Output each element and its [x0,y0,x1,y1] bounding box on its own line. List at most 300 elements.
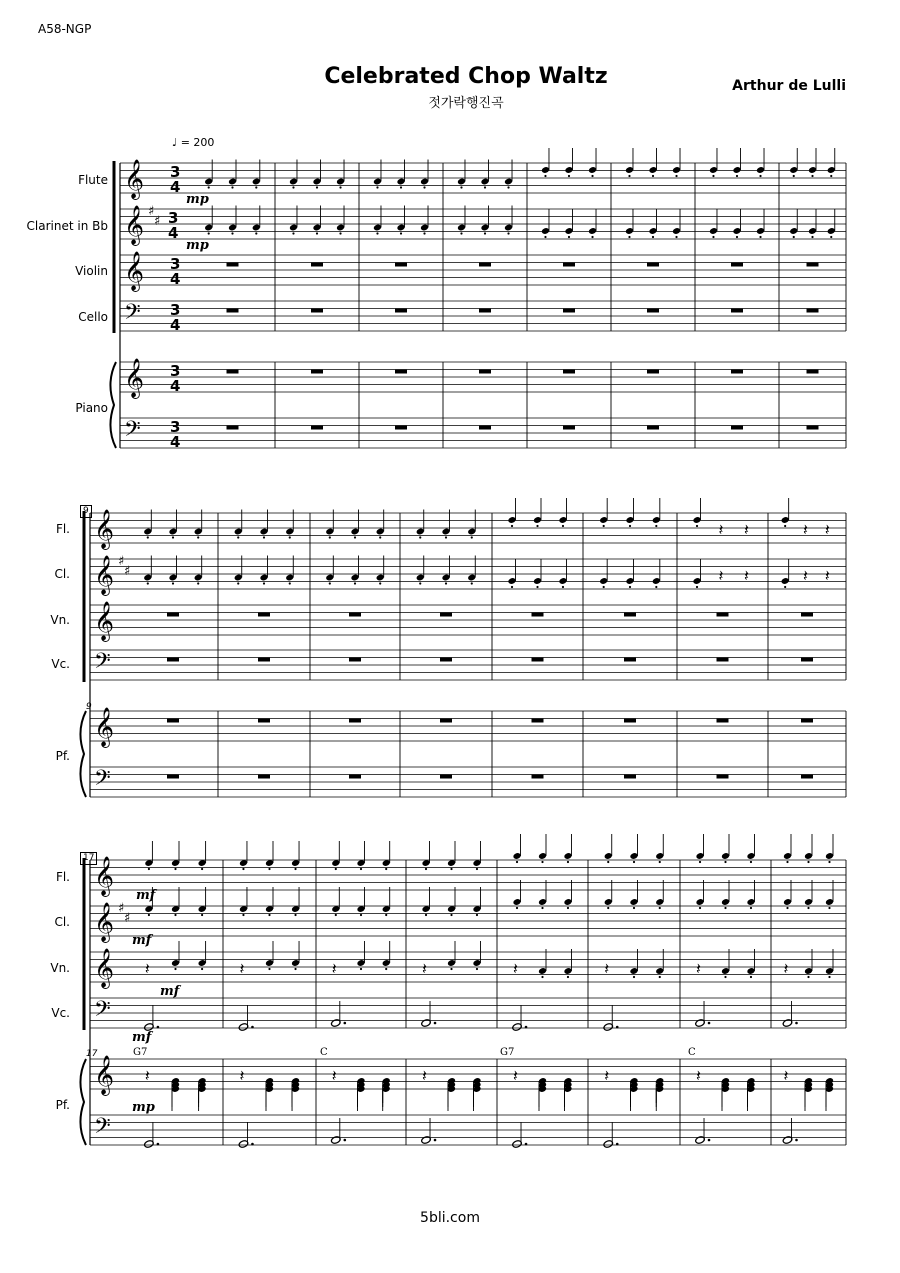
staccato-dot [425,868,427,870]
staccato-dot [562,586,564,588]
staccato-dot [379,582,381,584]
whole-rest [717,719,729,723]
whole-rest [258,775,270,779]
staccato-dot [484,186,486,188]
whole-rest [479,309,491,313]
staccato-dot [419,582,421,584]
quarter-rest: 𝄽 [144,959,150,978]
quarter-rest: 𝄽 [331,1066,337,1085]
staccato-dot [316,232,318,234]
staccato-dot [289,536,291,538]
treble-clef: 𝄞 [124,159,145,199]
staccato-dot [460,232,462,234]
augmentation-dot [157,1026,160,1029]
whole-rest [349,613,361,617]
staccato-dot [696,525,698,527]
staccato-dot [793,175,795,177]
staccato-dot [591,175,593,177]
staccato-dot [197,582,199,584]
staccato-dot [263,536,265,538]
quarter-rest: 𝄽 [144,1066,150,1085]
whole-rest [563,370,575,374]
staccato-dot [445,536,447,538]
augmentation-dot [795,1139,798,1142]
whole-rest [349,658,361,662]
chord-symbol: G7 [500,1047,515,1058]
treble-clef: 𝄞 [124,358,145,398]
staccato-dot [724,907,726,909]
staccato-dot [294,914,296,916]
whole-rest [227,309,239,313]
staccato-dot [759,236,761,238]
staccato-dot [445,582,447,584]
staccato-dot [828,861,830,863]
whole-rest [479,370,491,374]
whole-rest [532,719,544,723]
staccato-dot [255,186,257,188]
whole-rest [167,613,179,617]
staccato-dot [289,582,291,584]
staccato-dot [712,175,714,177]
staccato-dot [148,914,150,916]
staccato-dot [385,968,387,970]
staccato-dot [511,586,513,588]
staccato-dot [148,868,150,870]
piano-brace [80,711,86,797]
staccato-dot [147,536,149,538]
augmentation-dot [795,1022,798,1025]
whole-rest [227,426,239,430]
whole-rest [731,309,743,313]
dynamic-mf: mf [132,1030,152,1045]
quarter-rest: 𝄽 [513,1066,518,1085]
staccato-dot [712,236,714,238]
staccato-dot [360,968,362,970]
staccato-dot [828,907,830,909]
augmentation-dot [251,1143,254,1146]
instrument-abbr-clarinet: Cl. [54,915,70,929]
whole-rest [563,309,575,313]
treble-clef: 𝄞 [124,251,145,291]
staccato-dot [629,586,631,588]
staccato-dot [568,175,570,177]
staccato-dot [628,236,630,238]
staccato-dot [316,186,318,188]
whole-rest [801,775,813,779]
staccato-dot [292,232,294,234]
staccato-dot [423,186,425,188]
quarter-rest: 𝄽 [783,1066,789,1085]
staccato-dot [629,525,631,527]
staccato-dot [541,976,543,978]
staccato-dot [360,868,362,870]
instrument-abbr-flute: Fl. [55,870,70,884]
quarter-rest: 𝄽 [803,520,808,539]
staccato-dot [329,582,331,584]
quarter-rest: 𝄽 [422,1066,427,1085]
augmentation-dot [251,1026,254,1029]
quarter-rest: 𝄽 [604,959,610,978]
quarter-rest: 𝄽 [783,959,789,978]
staccato-dot [633,907,635,909]
augmentation-dot [434,1022,437,1025]
staccato-dot [450,868,452,870]
whole-rest [807,370,819,374]
staccato-dot [231,232,233,234]
staccato-dot [567,907,569,909]
staccato-dot [379,536,381,538]
staccato-dot [263,582,265,584]
bass-clef: 𝄢 [94,766,111,796]
staccato-dot [516,861,518,863]
whole-rest [227,370,239,374]
staccato-dot [568,236,570,238]
whole-rest [258,613,270,617]
staccato-dot [536,525,538,527]
time-signature-top: 3 [168,209,179,227]
whole-rest [167,658,179,662]
instrument-abbr-flute: Fl. [55,522,70,536]
staccato-dot [423,232,425,234]
staccato-dot [385,914,387,916]
staccato-dot [476,914,478,916]
staccato-dot [567,861,569,863]
treble-clef: 𝄞 [94,555,115,595]
whole-rest [311,370,323,374]
score-subtitle: 젓가락행진곡 [428,96,504,111]
staccato-dot [471,582,473,584]
treble-clef: 𝄞 [124,205,145,245]
treble-clef: 𝄞 [94,948,115,988]
instrument-abbr-cello: Vc. [51,1006,70,1020]
staccato-dot [544,175,546,177]
treble-clef: 𝄞 [94,1055,115,1095]
staccato-dot [724,861,726,863]
piano-brace [80,1059,86,1145]
whole-rest [563,426,575,430]
sharp-sign: ♯ [124,564,131,579]
staccato-dot [460,186,462,188]
bass-clef: 𝄢 [124,417,141,447]
staccato-dot [659,861,661,863]
whole-rest [440,613,452,617]
quarter-rest: 𝄽 [824,566,830,585]
staccato-dot [255,232,257,234]
staccato-dot [633,861,635,863]
whole-rest [807,309,819,313]
staccato-dot [699,907,701,909]
instrument-name-clarinet: Clarinet in Bb [26,219,108,233]
staccato-dot [400,186,402,188]
instrument-abbr-clarinet: Cl. [54,567,70,581]
time-signature-top: 3 [170,301,181,319]
piano-brace [110,362,116,448]
staccato-dot [750,976,752,978]
staccato-dot [339,232,341,234]
staccato-dot [242,868,244,870]
staccato-dot [354,582,356,584]
instrument-name-cello: Cello [78,310,108,324]
whole-rest [532,775,544,779]
time-signature-bottom: 4 [170,433,181,451]
whole-rest [440,719,452,723]
whole-rest [479,426,491,430]
quarter-rest: 𝄽 [718,566,724,585]
whole-rest [440,658,452,662]
quarter-rest: 𝄽 [743,566,749,585]
dynamic-mp: mp [186,238,209,253]
whole-rest [731,426,743,430]
whole-rest [731,370,743,374]
whole-rest [717,658,729,662]
whole-rest [395,370,407,374]
quarter-rest: 𝄽 [803,566,808,585]
quarter-rest: 𝄽 [696,1066,701,1085]
augmentation-dot [344,1139,347,1142]
whole-rest [647,309,659,313]
staccato-dot [655,586,657,588]
staccato-dot [268,868,270,870]
staccato-dot [268,914,270,916]
sharp-sign: ♯ [118,554,125,569]
staccato-dot [268,968,270,970]
staccato-dot [292,186,294,188]
whole-rest [624,775,636,779]
time-signature-bottom: 4 [170,377,181,395]
dynamic-mp: mp [186,192,209,207]
staccato-dot [736,175,738,177]
whole-rest [395,263,407,267]
staccato-dot [793,236,795,238]
staccato-dot [699,861,701,863]
whole-rest [731,263,743,267]
staccato-dot [294,868,296,870]
staccato-dot [335,868,337,870]
staccato-dot [750,861,752,863]
staccato-dot [562,525,564,527]
staccato-dot [174,968,176,970]
time-signature-top: 3 [170,418,181,436]
sharp-sign: ♯ [118,901,125,916]
document-code: A58-NGP [38,22,92,36]
chord-symbol: C [320,1047,328,1058]
augmentation-dot [525,1026,528,1029]
treble-clef: 𝄞 [94,707,115,747]
staccato-dot [675,175,677,177]
staccato-dot [652,236,654,238]
whole-rest [258,658,270,662]
staccato-dot [376,186,378,188]
whole-rest [349,775,361,779]
measure-number-box: 9 [80,505,92,518]
whole-rest [647,263,659,267]
augmentation-dot [708,1139,711,1142]
footer-site: 5bli.com [420,1210,480,1226]
quarter-rest: 𝄽 [718,520,724,539]
staccato-dot [607,907,609,909]
staccato-dot [724,976,726,978]
whole-rest [311,263,323,267]
staccato-dot [242,914,244,916]
whole-rest [647,370,659,374]
staccato-dot [811,236,813,238]
bass-clef: 𝄢 [94,1114,111,1144]
dynamic-mp: mp [132,1100,155,1115]
whole-rest [311,426,323,430]
staccato-dot [201,968,203,970]
quarter-rest: 𝄽 [422,959,427,978]
dynamic-mf: mf [136,888,156,903]
staccato-dot [339,186,341,188]
whole-rest [624,719,636,723]
measure-number: 9 [86,702,92,712]
time-signature-bottom: 4 [170,316,181,334]
bass-clef: 𝄢 [94,997,111,1027]
staccato-dot [335,914,337,916]
staccato-dot [516,907,518,909]
staccato-dot [659,976,661,978]
whole-rest [624,613,636,617]
whole-rest [717,775,729,779]
staccato-dot [471,536,473,538]
whole-rest [624,658,636,662]
staccato-dot [419,536,421,538]
whole-rest [532,658,544,662]
time-signature-bottom: 4 [168,224,179,242]
instrument-abbr-piano: Pf. [55,749,70,763]
staccato-dot [511,525,513,527]
staccato-dot [201,868,203,870]
whole-rest [258,719,270,723]
staccato-dot [201,914,203,916]
time-signature-top: 3 [170,362,181,380]
staccato-dot [541,907,543,909]
staccato-dot [450,968,452,970]
augmentation-dot [344,1022,347,1025]
whole-rest [395,426,407,430]
staccato-dot [174,914,176,916]
staccato-dot [784,586,786,588]
whole-rest [717,613,729,617]
quarter-rest: 𝄽 [743,520,749,539]
quarter-rest: 𝄽 [239,1066,245,1085]
staccato-dot [476,868,478,870]
staccato-dot [541,861,543,863]
staccato-dot [197,536,199,538]
bass-clef: 𝄢 [124,300,141,330]
chord-symbol: G7 [133,1047,148,1058]
staccato-dot [172,582,174,584]
staccato-dot [208,186,210,188]
staccato-dot [786,861,788,863]
score-title: Celebrated Chop Waltz [324,64,608,89]
whole-rest [807,426,819,430]
quarter-rest: 𝄽 [824,520,830,539]
staccato-dot [507,232,509,234]
tempo-value: = 200 [180,136,215,149]
staccato-dot [659,907,661,909]
staccato-dot [385,868,387,870]
staccato-dot [675,236,677,238]
instrument-name-piano: Piano [75,401,108,415]
staccato-dot [544,236,546,238]
staccato-dot [759,175,761,177]
whole-rest [311,309,323,313]
staccato-dot [425,914,427,916]
staccato-dot [696,586,698,588]
bass-clef: 𝄢 [94,649,111,679]
composer-name: Arthur de Lulli [732,78,846,94]
staccato-dot [830,175,832,177]
whole-rest [807,263,819,267]
staccato-dot [237,582,239,584]
instrument-abbr-cello: Vc. [51,657,70,671]
staccato-dot [172,536,174,538]
augmentation-dot [525,1143,528,1146]
dynamic-mf: mf [132,933,152,948]
staccato-dot [830,236,832,238]
staccato-dot [174,868,176,870]
staccato-dot [400,232,402,234]
quarter-rest: 𝄽 [604,1066,610,1085]
augmentation-dot [434,1139,437,1142]
staccato-dot [607,861,609,863]
treble-clef: 𝄞 [94,509,115,549]
staccato-dot [828,976,830,978]
staccato-dot [360,914,362,916]
staccato-dot [294,968,296,970]
whole-rest [563,263,575,267]
staccato-dot [807,976,809,978]
staccato-dot [208,232,210,234]
sharp-sign: ♯ [124,911,131,926]
treble-clef: 𝄞 [94,902,115,942]
staccato-dot [237,536,239,538]
staccato-dot [736,236,738,238]
whole-rest [801,719,813,723]
staccato-dot [603,525,605,527]
whole-rest [801,613,813,617]
staccato-dot [376,232,378,234]
time-signature-bottom: 4 [170,178,181,196]
staccato-dot [655,525,657,527]
augmentation-dot [616,1026,619,1029]
staccato-dot [450,914,452,916]
staccato-dot [652,175,654,177]
staccato-dot [807,861,809,863]
whole-rest [647,426,659,430]
quarter-note-icon: ♩ [172,136,178,149]
sharp-sign: ♯ [154,214,161,229]
whole-rest [532,613,544,617]
instrument-name-flute: Flute [78,173,108,187]
staccato-dot [147,582,149,584]
staccato-dot [786,907,788,909]
measure-number-box: 17 [80,852,97,865]
staccato-dot [591,236,593,238]
whole-rest [395,309,407,313]
dynamic-mf: mf [160,984,180,999]
staccato-dot [603,586,605,588]
quarter-rest: 𝄽 [696,959,701,978]
treble-clef: 𝄞 [94,856,115,896]
whole-rest [227,263,239,267]
quarter-rest: 𝄽 [239,959,245,978]
instrument-abbr-violin: Vn. [50,961,70,975]
instrument-abbr-violin: Vn. [50,613,70,627]
chord-symbol: C [688,1047,696,1058]
whole-rest [349,719,361,723]
